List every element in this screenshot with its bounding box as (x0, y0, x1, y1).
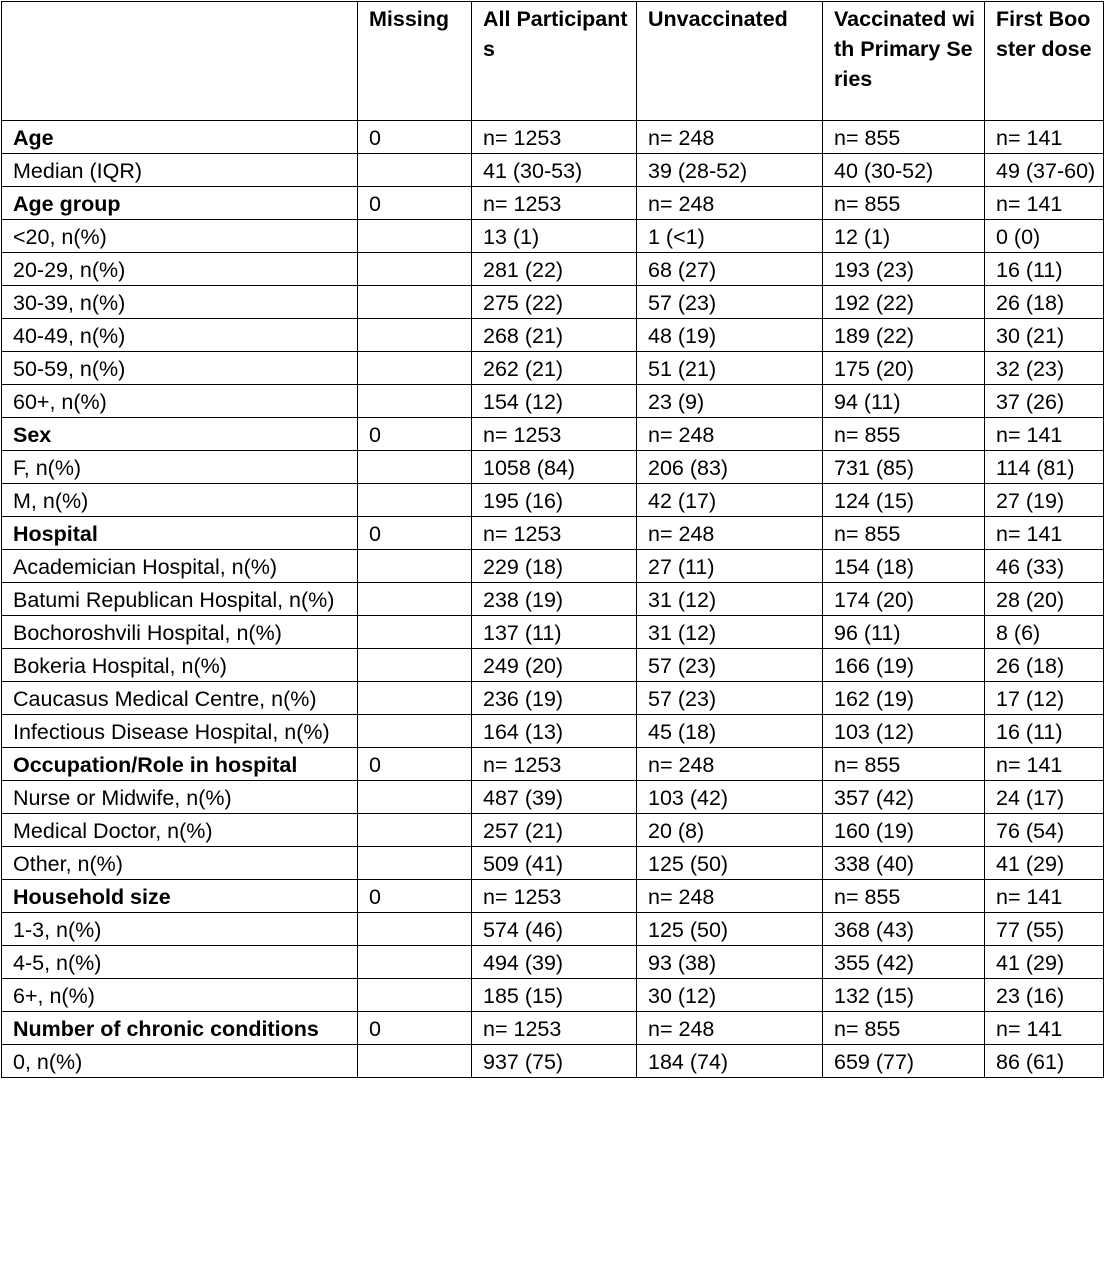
cell-vaccinated-primary: 162 (19) (823, 682, 985, 715)
row-label: Median (IQR) (2, 154, 358, 187)
cell-first-booster: 26 (18) (985, 286, 1104, 319)
cell-unvaccinated: 184 (74) (637, 1045, 823, 1078)
cell-unvaccinated: 125 (50) (637, 847, 823, 880)
cell-vaccinated-primary: 154 (18) (823, 550, 985, 583)
row-label: 6+, n(%) (2, 979, 358, 1012)
cell-all-participants: n= 1253 (472, 1012, 637, 1045)
cell-all-participants: n= 1253 (472, 748, 637, 781)
row-label: Medical Doctor, n(%) (2, 814, 358, 847)
table-row (2, 418, 1104, 451)
table-row (2, 847, 1104, 880)
cell-vaccinated-primary: 124 (15) (823, 484, 985, 517)
cell-unvaccinated: 1 (<1) (637, 220, 823, 253)
cell-unvaccinated: 30 (12) (637, 979, 823, 1012)
table-row (2, 385, 1104, 418)
row-label: 50-59, n(%) (2, 352, 358, 385)
cell-unvaccinated: 45 (18) (637, 715, 823, 748)
table-row (2, 352, 1104, 385)
cell-missing (358, 616, 472, 649)
cell-first-booster: 114 (81) (985, 451, 1104, 484)
cell-first-booster: n= 141 (985, 517, 1104, 550)
cell-missing: 0 (358, 748, 472, 781)
cell-first-booster: 76 (54) (985, 814, 1104, 847)
cell-vaccinated-primary: 192 (22) (823, 286, 985, 319)
table-row (2, 220, 1104, 253)
cell-unvaccinated: 57 (23) (637, 286, 823, 319)
cell-unvaccinated: 68 (27) (637, 253, 823, 286)
row-label: 60+, n(%) (2, 385, 358, 418)
table-row (2, 286, 1104, 319)
table-row (2, 319, 1104, 352)
cell-missing (358, 253, 472, 286)
cell-all-participants: 268 (21) (472, 319, 637, 352)
cell-first-booster: 30 (21) (985, 319, 1104, 352)
table-row (2, 451, 1104, 484)
cell-missing (358, 715, 472, 748)
cell-first-booster: 49 (37-60) (985, 154, 1104, 187)
row-label: 1-3, n(%) (2, 913, 358, 946)
table-row (2, 748, 1104, 781)
cell-first-booster: n= 141 (985, 121, 1104, 154)
cell-missing (358, 484, 472, 517)
row-label: Other, n(%) (2, 847, 358, 880)
header-first-booster: First Booster dose (985, 2, 1104, 121)
row-label: Bokeria Hospital, n(%) (2, 649, 358, 682)
cell-first-booster: 27 (19) (985, 484, 1104, 517)
cell-missing (358, 286, 472, 319)
cell-first-booster: 41 (29) (985, 946, 1104, 979)
cell-first-booster: 37 (26) (985, 385, 1104, 418)
cell-missing (358, 220, 472, 253)
cell-first-booster: 32 (23) (985, 352, 1104, 385)
table-row (2, 484, 1104, 517)
cell-all-participants: 13 (1) (472, 220, 637, 253)
header-vaccinated-primary: Vaccinated with Primary Series (823, 2, 985, 121)
row-label: Batumi Republican Hospital, n(%) (2, 583, 358, 616)
row-label: 30-39, n(%) (2, 286, 358, 319)
row-label: 4-5, n(%) (2, 946, 358, 979)
cell-first-booster: 16 (11) (985, 715, 1104, 748)
table-row (2, 1045, 1104, 1078)
table-row (2, 187, 1104, 220)
cell-vaccinated-primary: 357 (42) (823, 781, 985, 814)
cell-first-booster: 77 (55) (985, 913, 1104, 946)
cell-vaccinated-primary: 175 (20) (823, 352, 985, 385)
row-label: Number of chronic conditions (2, 1012, 358, 1045)
cell-unvaccinated: 20 (8) (637, 814, 823, 847)
table-row (2, 1012, 1104, 1045)
cell-all-participants: 154 (12) (472, 385, 637, 418)
cell-unvaccinated: 57 (23) (637, 649, 823, 682)
cell-unvaccinated: 42 (17) (637, 484, 823, 517)
cell-all-participants: 185 (15) (472, 979, 637, 1012)
cell-all-participants: 249 (20) (472, 649, 637, 682)
cell-vaccinated-primary: 103 (12) (823, 715, 985, 748)
cell-first-booster: n= 141 (985, 187, 1104, 220)
cell-unvaccinated: n= 248 (637, 880, 823, 913)
cell-unvaccinated: n= 248 (637, 1012, 823, 1045)
cell-all-participants: 262 (21) (472, 352, 637, 385)
table-row (2, 814, 1104, 847)
table-row (2, 550, 1104, 583)
cell-vaccinated-primary: 94 (11) (823, 385, 985, 418)
cell-all-participants: 229 (18) (472, 550, 637, 583)
row-label: Age (2, 121, 358, 154)
cell-first-booster: 16 (11) (985, 253, 1104, 286)
cell-all-participants: n= 1253 (472, 187, 637, 220)
cell-vaccinated-primary: n= 855 (823, 517, 985, 550)
cell-unvaccinated: 103 (42) (637, 781, 823, 814)
cell-all-participants: 238 (19) (472, 583, 637, 616)
cell-vaccinated-primary: n= 855 (823, 880, 985, 913)
cell-missing (358, 319, 472, 352)
row-label: 40-49, n(%) (2, 319, 358, 352)
cell-first-booster: 46 (33) (985, 550, 1104, 583)
row-label: Caucasus Medical Centre, n(%) (2, 682, 358, 715)
cell-first-booster: 28 (20) (985, 583, 1104, 616)
cell-vaccinated-primary: 174 (20) (823, 583, 985, 616)
header-label (2, 2, 358, 121)
cell-unvaccinated: 206 (83) (637, 451, 823, 484)
table-row (2, 616, 1104, 649)
cell-vaccinated-primary: 166 (19) (823, 649, 985, 682)
cell-unvaccinated: 57 (23) (637, 682, 823, 715)
table-body (2, 121, 1104, 1078)
row-label: Academician Hospital, n(%) (2, 550, 358, 583)
cell-missing (358, 352, 472, 385)
cell-first-booster: 0 (0) (985, 220, 1104, 253)
table-row (2, 715, 1104, 748)
cell-unvaccinated: 39 (28-52) (637, 154, 823, 187)
cell-unvaccinated: 27 (11) (637, 550, 823, 583)
header-unvaccinated: Unvaccinated (637, 2, 823, 121)
cell-unvaccinated: 31 (12) (637, 583, 823, 616)
cell-all-participants: 487 (39) (472, 781, 637, 814)
cell-missing (358, 550, 472, 583)
cell-unvaccinated: 23 (9) (637, 385, 823, 418)
cell-missing: 0 (358, 418, 472, 451)
cell-first-booster: 17 (12) (985, 682, 1104, 715)
cell-vaccinated-primary: 368 (43) (823, 913, 985, 946)
cell-first-booster: n= 141 (985, 748, 1104, 781)
header-row (2, 2, 1104, 121)
cell-first-booster: 41 (29) (985, 847, 1104, 880)
cell-missing (358, 979, 472, 1012)
cell-all-participants: 137 (11) (472, 616, 637, 649)
cell-all-participants: 574 (46) (472, 913, 637, 946)
cell-vaccinated-primary: 193 (23) (823, 253, 985, 286)
cell-vaccinated-primary: n= 855 (823, 187, 985, 220)
cell-all-participants: 236 (19) (472, 682, 637, 715)
cell-all-participants: 1058 (84) (472, 451, 637, 484)
cell-missing: 0 (358, 880, 472, 913)
cell-all-participants: 195 (16) (472, 484, 637, 517)
cell-all-participants: n= 1253 (472, 517, 637, 550)
cell-unvaccinated: n= 248 (637, 121, 823, 154)
table-row (2, 979, 1104, 1012)
row-label: Hospital (2, 517, 358, 550)
cell-unvaccinated: 48 (19) (637, 319, 823, 352)
cell-unvaccinated: n= 248 (637, 517, 823, 550)
cell-vaccinated-primary: 12 (1) (823, 220, 985, 253)
cell-vaccinated-primary: 338 (40) (823, 847, 985, 880)
cell-vaccinated-primary: n= 855 (823, 121, 985, 154)
cell-all-participants: 509 (41) (472, 847, 637, 880)
cell-all-participants: 275 (22) (472, 286, 637, 319)
cell-first-booster: n= 141 (985, 880, 1104, 913)
characteristics-table (1, 1, 1104, 1078)
cell-all-participants: 494 (39) (472, 946, 637, 979)
row-label: <20, n(%) (2, 220, 358, 253)
cell-missing (358, 1045, 472, 1078)
cell-missing (358, 649, 472, 682)
row-label: 20-29, n(%) (2, 253, 358, 286)
table-row (2, 880, 1104, 913)
cell-all-participants: 257 (21) (472, 814, 637, 847)
table-row (2, 682, 1104, 715)
table-row (2, 649, 1104, 682)
cell-all-participants: n= 1253 (472, 418, 637, 451)
cell-vaccinated-primary: n= 855 (823, 418, 985, 451)
table-row (2, 913, 1104, 946)
cell-missing: 0 (358, 1012, 472, 1045)
cell-all-participants: 164 (13) (472, 715, 637, 748)
cell-all-participants: 937 (75) (472, 1045, 637, 1078)
cell-missing (358, 154, 472, 187)
cell-first-booster: n= 141 (985, 418, 1104, 451)
cell-unvaccinated: 125 (50) (637, 913, 823, 946)
cell-vaccinated-primary: 160 (19) (823, 814, 985, 847)
cell-vaccinated-primary: n= 855 (823, 748, 985, 781)
cell-vaccinated-primary: 355 (42) (823, 946, 985, 979)
table-row (2, 583, 1104, 616)
cell-vaccinated-primary: 96 (11) (823, 616, 985, 649)
cell-all-participants: n= 1253 (472, 880, 637, 913)
cell-missing: 0 (358, 121, 472, 154)
cell-first-booster: 23 (16) (985, 979, 1104, 1012)
table-row (2, 946, 1104, 979)
cell-all-participants: 281 (22) (472, 253, 637, 286)
table-row (2, 517, 1104, 550)
cell-first-booster: 26 (18) (985, 649, 1104, 682)
cell-first-booster: n= 141 (985, 1012, 1104, 1045)
table-row (2, 253, 1104, 286)
cell-missing (358, 913, 472, 946)
row-label: Age group (2, 187, 358, 220)
cell-unvaccinated: n= 248 (637, 418, 823, 451)
table-row (2, 781, 1104, 814)
cell-vaccinated-primary: 189 (22) (823, 319, 985, 352)
cell-missing: 0 (358, 187, 472, 220)
row-label: Bochoroshvili Hospital, n(%) (2, 616, 358, 649)
row-label: Occupation/Role in hospital (2, 748, 358, 781)
row-label: 0, n(%) (2, 1045, 358, 1078)
cell-missing (358, 814, 472, 847)
cell-all-participants: n= 1253 (472, 121, 637, 154)
cell-missing (358, 682, 472, 715)
cell-first-booster: 24 (17) (985, 781, 1104, 814)
cell-first-booster: 8 (6) (985, 616, 1104, 649)
cell-missing (358, 451, 472, 484)
row-label: Sex (2, 418, 358, 451)
table-row (2, 121, 1104, 154)
header-all-participants: All Participants (472, 2, 637, 121)
cell-first-booster: 86 (61) (985, 1045, 1104, 1078)
cell-unvaccinated: 51 (21) (637, 352, 823, 385)
cell-vaccinated-primary: 731 (85) (823, 451, 985, 484)
cell-missing: 0 (358, 517, 472, 550)
cell-missing (358, 847, 472, 880)
cell-unvaccinated: 93 (38) (637, 946, 823, 979)
cell-all-participants: 41 (30-53) (472, 154, 637, 187)
row-label: M, n(%) (2, 484, 358, 517)
row-label: Nurse or Midwife, n(%) (2, 781, 358, 814)
cell-vaccinated-primary: 659 (77) (823, 1045, 985, 1078)
cell-missing (358, 781, 472, 814)
cell-vaccinated-primary: n= 855 (823, 1012, 985, 1045)
row-label: F, n(%) (2, 451, 358, 484)
cell-missing (358, 385, 472, 418)
row-label: Infectious Disease Hospital, n(%) (2, 715, 358, 748)
cell-unvaccinated: n= 248 (637, 187, 823, 220)
header-missing: Missing (358, 2, 472, 121)
cell-missing (358, 946, 472, 979)
cell-vaccinated-primary: 40 (30-52) (823, 154, 985, 187)
table-row (2, 154, 1104, 187)
cell-unvaccinated: 31 (12) (637, 616, 823, 649)
cell-vaccinated-primary: 132 (15) (823, 979, 985, 1012)
cell-unvaccinated: n= 248 (637, 748, 823, 781)
row-label: Household size (2, 880, 358, 913)
cell-missing (358, 583, 472, 616)
